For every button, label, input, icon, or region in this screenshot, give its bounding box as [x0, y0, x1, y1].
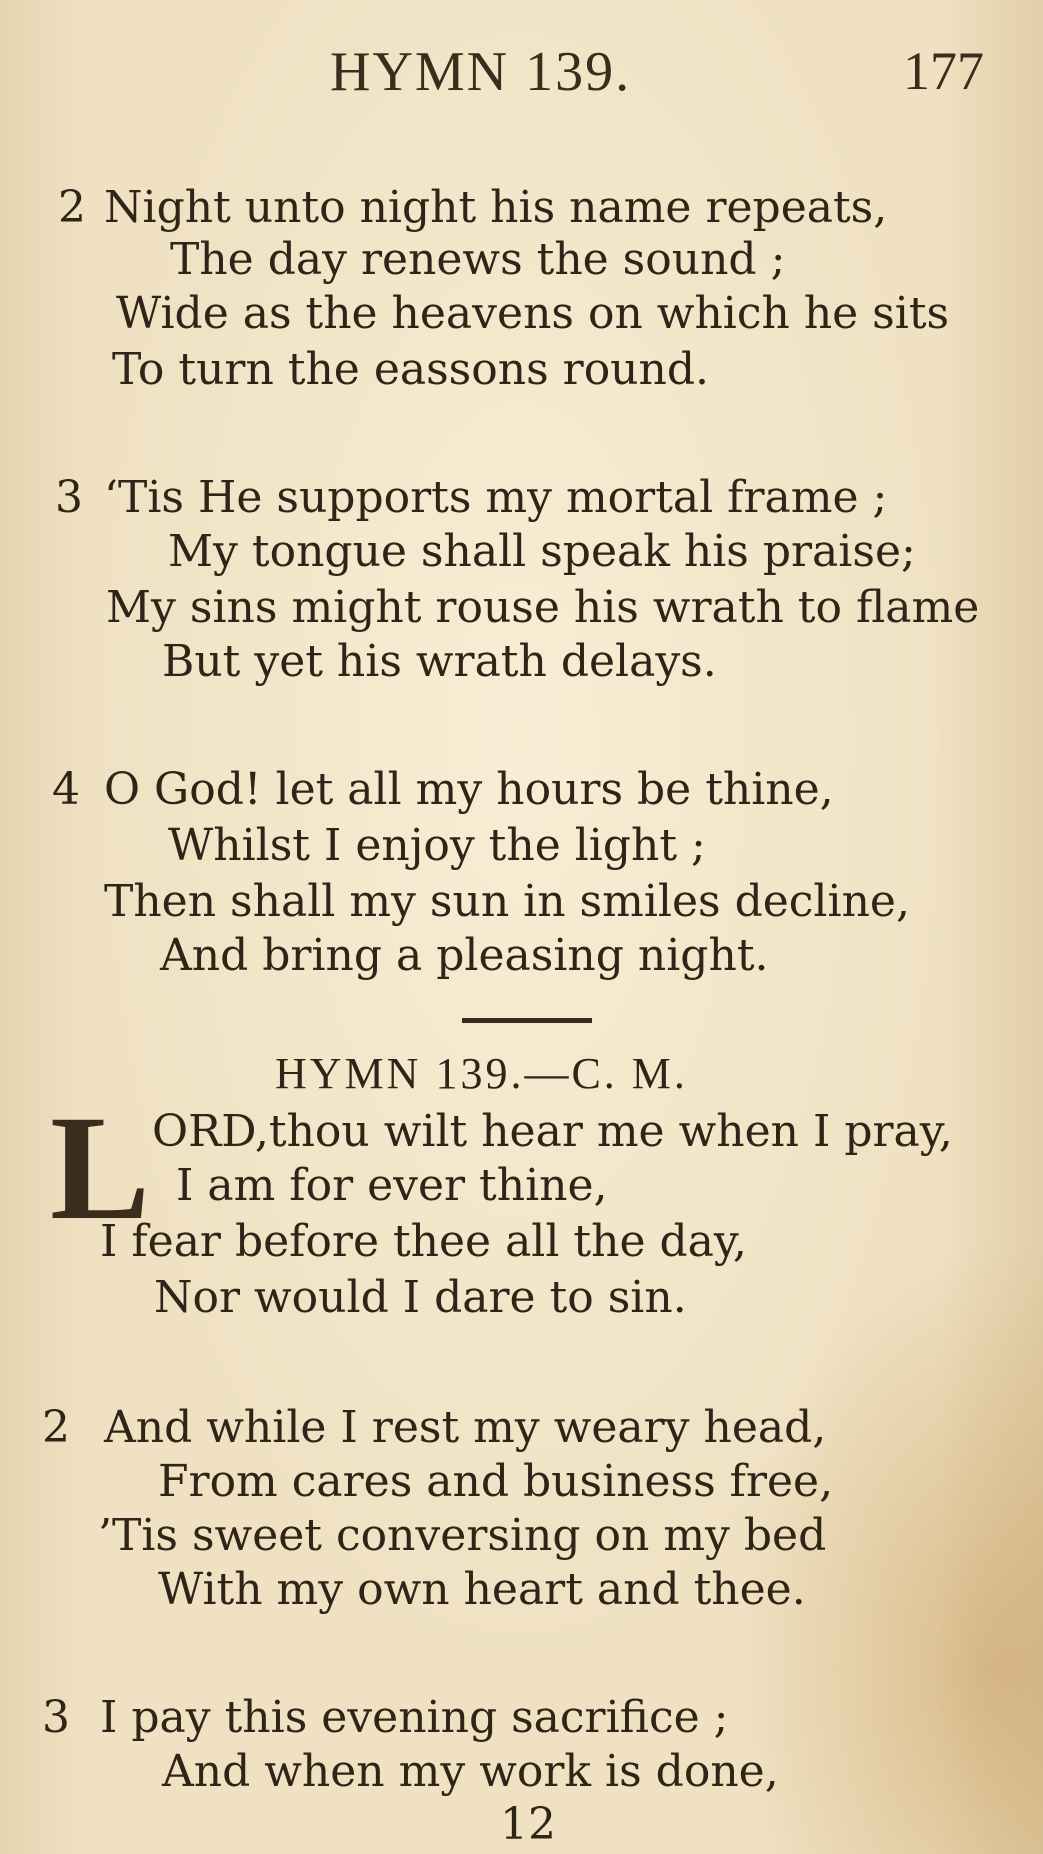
verse-line: From cares and business free, [158, 1456, 834, 1507]
verse-line: Wide as the heavens on which he sits [116, 288, 950, 339]
running-title: HYMN 139. [330, 41, 632, 103]
verse-line: I pay this evening sacrifice ; [100, 1692, 729, 1743]
signature-mark: 12 [500, 1799, 556, 1850]
verse-line: Then shall my sun in smiles decline, [104, 876, 910, 927]
verse-line: My tongue shall speak his praise; [168, 526, 916, 577]
verse-number: 3 [42, 1692, 70, 1743]
verse-line: But yet his wrath delays. [162, 636, 717, 687]
page-number: 177 [903, 41, 984, 101]
verse-line: With my own heart and thee. [158, 1564, 806, 1615]
verse-line: ‘Tis He supports my mortal frame ; [104, 472, 888, 523]
verse-line: O God! let all my hours be thine, [104, 764, 834, 815]
hymn-heading: HYMN 139.—C. M. [275, 1049, 688, 1098]
verse-line: And bring a pleasing night. [160, 930, 769, 981]
verse-line: To turn the eassons round. [112, 344, 710, 395]
verse-line: Night unto night his name repeats, [104, 182, 888, 233]
page-header [0, 40, 1043, 110]
verse-number: 2 [42, 1402, 70, 1453]
verse-number: 3 [55, 472, 83, 523]
verse-line: And while I rest my weary head, [104, 1402, 827, 1453]
verse-number: 4 [52, 764, 80, 815]
verse-line: Nor would I dare to sin. [154, 1272, 687, 1323]
verse-number: 2 [58, 182, 86, 233]
section-divider [462, 1018, 592, 1023]
verse-line: ORD,thou wilt hear me when I pray, [152, 1106, 953, 1157]
verse-line: ’Tis sweet conversing on my bed [98, 1510, 827, 1561]
verse-line: Whilst I enjoy the light ; [168, 820, 706, 871]
verse-line: The day renews the sound ; [170, 234, 786, 285]
verse-line: I am for ever thine, [176, 1160, 608, 1211]
verse-line: And when my work is done, [162, 1746, 779, 1797]
verse-line: I fear before thee all the day, [100, 1216, 747, 1267]
verse-line: My sins might rouse his wrath to flame [106, 582, 980, 633]
drop-cap: L [50, 1085, 151, 1251]
